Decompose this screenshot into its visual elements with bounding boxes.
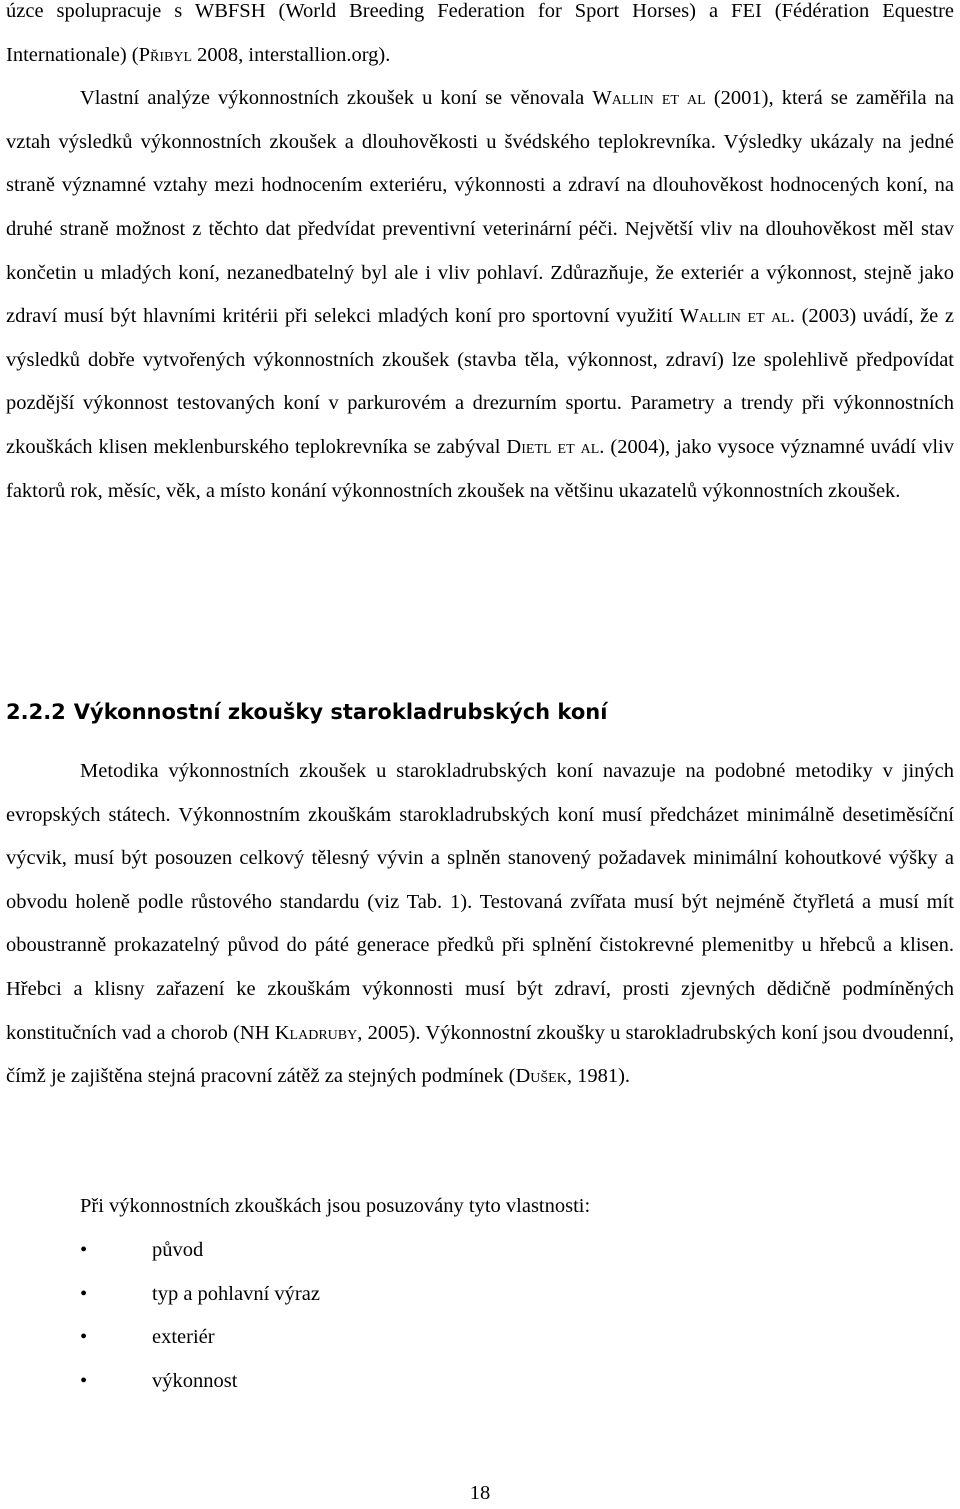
- paragraph-text: úzce spolupracuje s WBFSH (World Breeding Federation for Sport Horses) a FEI (Fédération Equestre Internationale) (: [6, 0, 954, 66]
- page-number: 18: [469, 1482, 491, 1504]
- citation-author: Dušek: [515, 1065, 567, 1088]
- citation-author: NH Kladruby: [239, 1021, 358, 1044]
- paragraph-text: 2008, interstallion.org).: [192, 43, 391, 66]
- paragraph-analysis: [6, 77, 954, 513]
- list-intro: Při výkonnostních zkouškách jsou posuzovány tyto vlastnosti:: [80, 1195, 591, 1217]
- paragraph-text: (2004), jako vysoce významné uvádí vliv faktorů rok, měsíc, věk, a místo konání výkonnostních zkoušek na většinu ukazatelů výkonnostních zkoušek.: [6, 435, 954, 502]
- paragraph-text: (2003) uvádí, že z výsledků dobře vytvořených výkonnostních zkoušek (stavba těla, výkonnost, zdraví) lze spolehlivě předpovídat pozdější výkonnost testovaných koní v parkurovém a drezurním sportu. Parametry a trendy při výkonnostních zkouškách klisen meklenburského teplokrevníka se zabýval: [6, 305, 954, 458]
- section-title: Výkonnostní zkoušky starokladrubských koní: [73, 700, 608, 724]
- paragraph-text: Vlastní analýze výkonnostních zkoušek u koní se věnovala: [80, 87, 593, 110]
- paragraph-methodology: [6, 750, 954, 1099]
- paragraph-text: , 1981).: [566, 1065, 631, 1088]
- section-heading: [6, 700, 607, 724]
- list-item-text: typ a pohlavní výraz: [152, 1282, 320, 1305]
- citation-author: Wallin et al: [592, 87, 706, 110]
- paragraph-text: (2001), která se zaměřila na vztah výsledků výkonnostních zkoušek a dlouhověkosti u švédského teplokrevníka. Výsledky ukázaly na jedné straně významné vztahy mezi hodnocením exteriéru, výkonnosti a zdraví na dlouhověkost hodnocených koní, na druhé straně možnost z těchto dat předvídat preventivní veterinární péči. Největší vliv na dlouhověkost měl stav končetin u mladých koní, nezanedbatelný byl ale i vliv pohlaví. Zdůrazňuje, že exteriér a výkonnost, stejně jako zdraví musí být hlavními kritérii při selekci mladých koní pro sportovní využití: [6, 87, 954, 328]
- section-number: 2.2.2: [6, 700, 66, 724]
- bullet-icon: •: [80, 1282, 88, 1305]
- bullet-icon: •: [80, 1326, 88, 1349]
- citation-author: Přibyl: [138, 43, 193, 66]
- list-item-text: výkonnost: [152, 1369, 238, 1392]
- list-item-text: exteriér: [152, 1326, 215, 1349]
- paragraph-text: Metodika výkonnostních zkoušek u starokladrubských koní navazuje na podobné metodiky v jiných evropských státech. Výkonnostním zkouškám starokladrubských koní musí předcházet minimálně desetiměsíční výcvik, musí být posouzen celkový tělesný vývin a splněn stanovený požadavek minimální kohoutkové výšky a obvodu holeně podle růstového standardu (viz Tab. 1). Testovaná zvířata musí být nejméně čtyřletá a musí mít oboustranně prokazatelný původ do páté generace předků při splnění čistokrevné plemenitby u hřebců a klisen. Hřebci a klisny zařazení ke zkouškám výkonnosti musí být zdraví, prosti zjevných dědičně podmíněných konstitučních vad a chorob (: [6, 760, 954, 1044]
- body-text-bottom: [6, 750, 954, 1099]
- citation-author: Wallin et al.: [679, 305, 795, 328]
- paragraph-continued: [6, 0, 954, 77]
- list-item-text: původ: [152, 1239, 204, 1261]
- citation-author: Dietl et al.: [506, 435, 605, 458]
- bullet-icon: •: [80, 1239, 88, 1261]
- bullet-icon: •: [80, 1369, 88, 1392]
- body-text-top: [6, 0, 954, 513]
- paragraph-text: , 2005). Výkonnostní zkoušky u starokladrubských koní jsou dvoudenní, čímž je zajištěna stejná pracovní zátěž za stejných podmínek (: [6, 1021, 954, 1088]
